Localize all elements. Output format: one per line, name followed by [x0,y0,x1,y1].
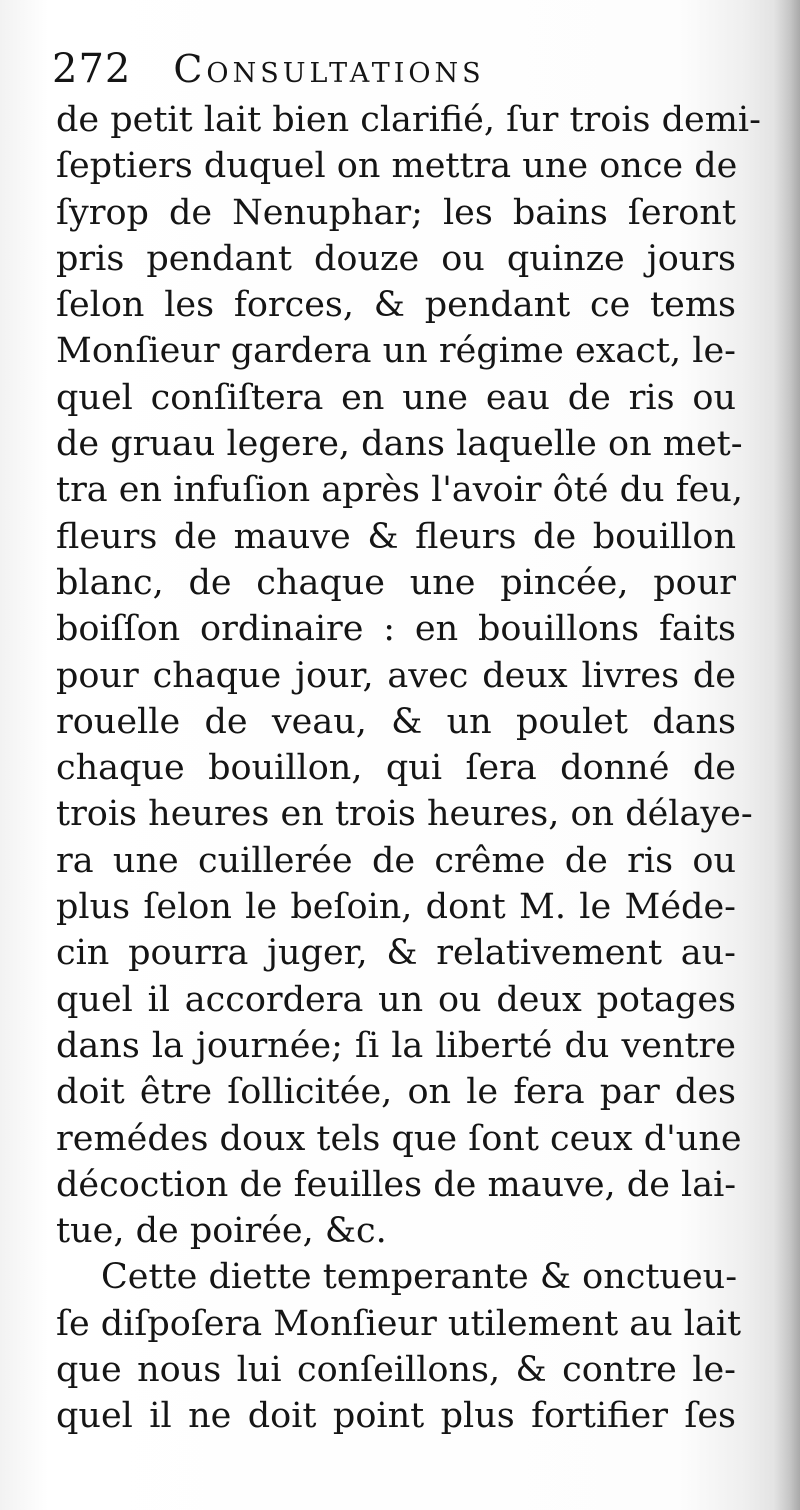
text-line: quel conſiſtera en une eau de ris ou [56,377,736,418]
text-line: tra en infuſion après l'avoir ôté du feu, [56,470,744,511]
text-line: pour chaque jour, avec deux livres de [56,655,736,696]
text-line: fleurs de mauve & fleurs de bouillon [56,516,736,557]
text-line: décoction de feuilles de mauve, de lai- [56,1164,737,1205]
text-line: de petit lait bien clarifié, ſur trois demi- [56,100,761,140]
text-line: chaque bouillon, qui ſera donné de [56,748,736,789]
text-line: dans la journée; ſi la liberté du ventre [56,1025,736,1066]
text-line: plus ſelon le beſoin, dont M. le Méde- [56,887,736,928]
text-line: blanc, de chaque une pincée, pour [56,562,736,603]
text-line: cin pourra juger, & relativement au- [56,933,736,974]
text-line: quel il ne doit point plus fortifier ſes [56,1396,736,1437]
text-line: ſelon les forces, & pendant ce tems [56,285,736,326]
text-line: boiſſon ordinaire : en bouillons faits [56,609,736,650]
page-number: 272 [52,46,132,92]
text-line: Monſieur gardera un régime exact, le- [56,331,736,372]
text-line: quel il accordera un ou deux potages [56,979,736,1020]
text-line: de gruau legere, dans laquelle on met- [56,424,743,465]
text-line: remédes doux tels que ſont ceux d'une [56,1118,742,1159]
text-line: trois heures en trois heures, on délaye- [56,794,753,835]
page-edge-shadow [774,0,800,1510]
text-line: ſyrop de Nenuphar; les bains ſeront [56,192,736,233]
text-line: ra une cuillerée de crême de ris ou [56,840,736,881]
text-line: tue, de poirée, &c. [56,1211,387,1252]
text-line: doit être ſollicitée, on le fera par des [56,1072,736,1113]
text-line: ſe diſpoſera Monſieur utilement au lait [56,1303,742,1344]
text-line: que nous lui conſeillons, & contre le- [56,1350,736,1391]
paragraph-start-line: Cette diette temperante & onctueu- [101,1257,738,1298]
text-line: pris pendant douze ou quinze jours [56,238,736,279]
body-text [56,97,761,1440]
text-line: rouelle de veau, & un poulet dans [56,701,736,742]
running-head: Consultations [173,47,485,91]
text-line: ſeptiers duquel on mettra une once de [56,146,738,187]
